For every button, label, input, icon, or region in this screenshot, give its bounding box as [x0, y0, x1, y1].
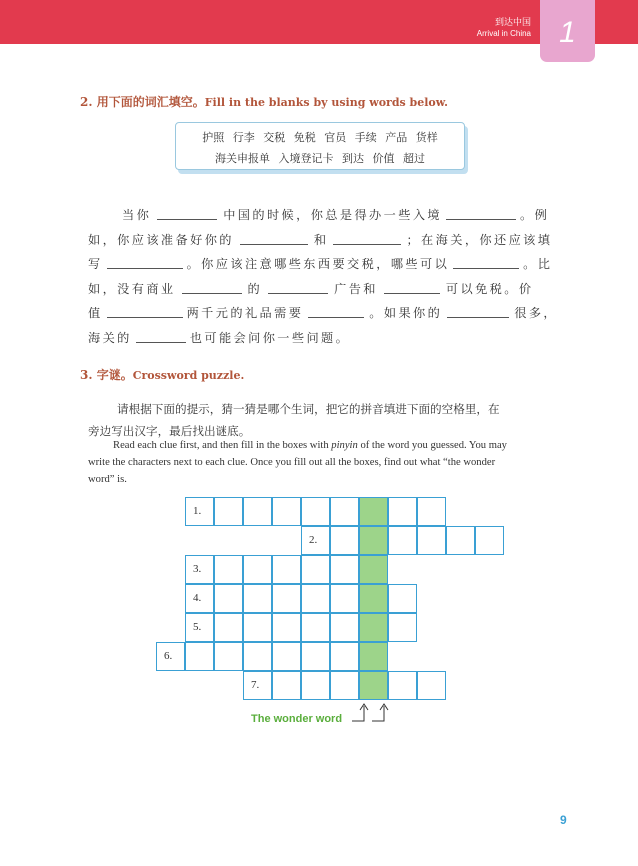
crossword-cell[interactable]: [214, 555, 243, 584]
passage-text: 广告和: [334, 281, 378, 296]
crossword-cell[interactable]: [214, 497, 243, 526]
instructions-en-pinyin: pinyin: [331, 440, 358, 451]
crossword-cell[interactable]: [446, 526, 475, 555]
crossword-cell[interactable]: [243, 555, 272, 584]
crossword-cell[interactable]: [388, 584, 417, 613]
wonder-word-cell[interactable]: [359, 642, 388, 671]
crossword-cell[interactable]: [388, 671, 417, 700]
crossword-cell[interactable]: [417, 671, 446, 700]
instructions-en-line-2: write the characters next to each clue. Once you fill out all the boxes, find out what “the wonder: [88, 457, 496, 468]
word-bank-item: 到达: [342, 152, 364, 165]
wonder-word-label: The wonder word: [251, 713, 343, 725]
chapter-number-tab: 1: [540, 0, 595, 62]
passage-text: ；在海关，你还应该填: [406, 232, 553, 247]
clue-number: 6.: [164, 650, 173, 662]
crossword-cell[interactable]: [272, 584, 301, 613]
passage-text: 两千元的礼品需要: [186, 306, 304, 320]
passage-text: 。如果你的: [369, 306, 443, 320]
crossword-cell[interactable]: [417, 497, 446, 526]
word-bank-item: 货样: [415, 131, 438, 144]
crossword-cell[interactable]: [272, 613, 301, 642]
crossword-cell[interactable]: [330, 584, 359, 613]
wonder-word-cell[interactable]: [359, 613, 388, 642]
clue-number: 4.: [193, 592, 202, 604]
instructions-cn-line-1: 请根据下面的提示，猜一猜是哪个生词，把它的拼音填进下面的空格里，在: [117, 402, 500, 416]
arrow-left-path: [352, 706, 364, 721]
word-bank-item: 手续: [354, 131, 377, 144]
crossword-cell[interactable]: [301, 584, 330, 613]
word-bank-item: 免税: [293, 131, 316, 144]
crossword-cell[interactable]: [301, 555, 330, 584]
crossword-cell[interactable]: [417, 526, 446, 555]
instructions-en-line-3: word” is.: [88, 474, 127, 485]
passage-text: 也可能会问你一些问题。: [189, 330, 351, 345]
word-bank-item: 护照: [202, 131, 225, 144]
crossword-cell[interactable]: [272, 555, 301, 584]
passage-text: 如，没有商业: [88, 281, 176, 296]
crossword-cell[interactable]: [330, 555, 359, 584]
wonder-word-cell[interactable]: [359, 497, 388, 526]
wonder-arrows: [348, 700, 398, 726]
word-bank-item: 行李: [232, 131, 255, 144]
passage-text: 和: [313, 232, 329, 247]
instructions-en-text: of the word you guessed. You may: [360, 440, 507, 451]
passage-text: 的: [247, 281, 263, 296]
word-bank-item: 超过: [403, 152, 425, 165]
arrow-right-path: [372, 706, 384, 721]
crossword-cell[interactable]: [330, 642, 359, 671]
passage-text: 。例: [520, 208, 550, 222]
crossword-cell[interactable]: [301, 613, 330, 642]
page-number: 9: [560, 813, 567, 827]
section-3-title-cn: 3. 字谜。: [80, 368, 133, 382]
clue-number: 3.: [193, 563, 202, 575]
wonder-word-cell[interactable]: [359, 555, 388, 584]
passage-text: 。比: [523, 257, 553, 271]
wonder-word-cell[interactable]: [359, 584, 388, 613]
section-2-title-en: Fill in the blanks by using words below.: [204, 96, 448, 109]
crossword-cell[interactable]: [185, 642, 214, 671]
word-bank-item: 海关申报单: [215, 152, 270, 165]
passage-text: 当你: [122, 208, 152, 222]
word-bank-item: 交税: [263, 131, 286, 144]
word-bank-item: 价值: [372, 152, 395, 165]
crossword-cell[interactable]: [243, 584, 272, 613]
passage-text: 很多，: [514, 306, 558, 320]
instructions-cn-line-2: 旁边写出汉字，最后找出谜底。: [88, 424, 251, 438]
crossword-cell[interactable]: [214, 613, 243, 642]
crossword-cell[interactable]: [330, 671, 359, 700]
word-bank-item: 官员: [324, 131, 347, 144]
chapter-title-en: Arrival in China: [476, 29, 531, 38]
crossword-cell[interactable]: [388, 613, 417, 642]
passage-text: 如，你应该准备好你的: [88, 232, 234, 247]
word-bank-item: 产品: [385, 131, 408, 144]
section-3-title-en: Crossword puzzle.: [132, 369, 245, 382]
crossword-cell[interactable]: [272, 671, 301, 700]
passage-text: 中国的时候，你总是得办一些入境: [223, 208, 442, 222]
crossword-cell[interactable]: [330, 613, 359, 642]
passage-text: 写: [88, 257, 103, 271]
passage-text: 值: [88, 306, 103, 320]
crossword-cell[interactable]: [214, 584, 243, 613]
section-2-title-cn: 2. 用下面的词汇填空。: [80, 95, 205, 109]
crossword-cell[interactable]: [475, 526, 504, 555]
clue-number: 5.: [193, 621, 202, 633]
clue-number: 1.: [193, 505, 202, 517]
word-bank-item: 入境登记卡: [278, 152, 334, 165]
wonder-word-cell[interactable]: [359, 526, 388, 555]
crossword-cell[interactable]: [330, 497, 359, 526]
crossword-cell[interactable]: [243, 613, 272, 642]
passage-text: 可以免税。价: [445, 281, 534, 296]
passage-text: 。你应该注意哪些东西要交税，哪些可以: [186, 257, 450, 271]
crossword-cell[interactable]: [214, 642, 243, 671]
crossword-cell[interactable]: [388, 497, 417, 526]
crossword-cell[interactable]: [388, 526, 417, 555]
instructions-en-text: Read each clue first, and then fill in the boxes with: [113, 440, 329, 451]
passage-text: 海关的: [88, 330, 132, 345]
crossword-cell[interactable]: [243, 642, 272, 671]
chapter-title-cn: 到达中国: [494, 17, 531, 27]
wonder-word-cell[interactable]: [359, 671, 388, 700]
clue-number: 2.: [309, 534, 318, 546]
clue-number: 7.: [251, 679, 260, 691]
crossword-cell[interactable]: [301, 671, 330, 700]
crossword-cell[interactable]: [243, 497, 272, 526]
crossword-cell[interactable]: [301, 642, 330, 671]
crossword-cell[interactable]: [272, 642, 301, 671]
crossword-cell[interactable]: [330, 526, 359, 555]
crossword-cell[interactable]: [272, 497, 301, 526]
crossword-cell[interactable]: [301, 497, 330, 526]
